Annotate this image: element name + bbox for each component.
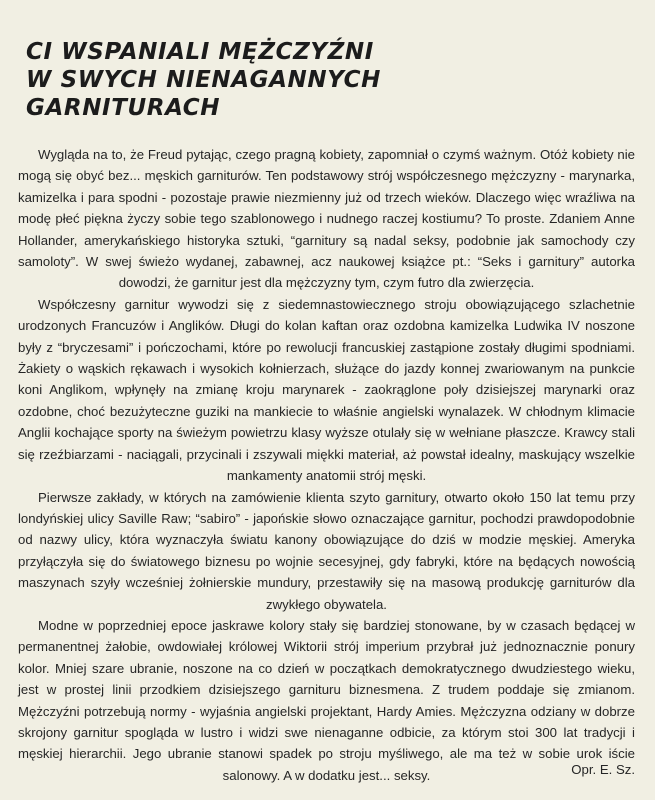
paragraph-3: Pierwsze zakłady, w których na zamówienie klienta szyto garnitury, otwarto około 150 lat temu przy londyńskiej ulicy Saville Raw; “sabiro” - japońskie słowo oznaczające garnitur, pochodzi prawdopodobnie od nazwy ulicy, która wyznaczyła światu kanony obowiązujące do dziś w modzie męskiej. Ameryka przyłączyła się do światowego biznesu po wojnie secesyjnej, gdy fabryki, które na będących nowością maszynach szyły wcześniej żołnierskie mundury, przestawiły się na masową produkcję garniturów dla zwykłego obywatela. — [18, 489, 635, 612]
author-signature: Opr. E. Sz. — [571, 762, 635, 777]
paragraph-2: Współczesny garnitur wywodzi się z siedemnastowiecznego stroju obowiązującego szlachetnie urodzonych Francuzów i Anglików. Długi do kolan kaftan oraz ozdobna kamizelka Ludwika IV noszone były z “bryczesami” i pończochami, które po rewolucji francuskiej zastąpione zostały długimi spodniami. Żakiety o wąskich rękawach i wysokich kołnierzach, służące do jazdy konnej zwariowanym na punkcie koni Anglikom, wpłynęły na zmianę kroju marynarek - zaokrąglone poły dzisiejszej marynarki oraz ozdobne, choć bezużyteczne guziki na mankiecie to właśnie angielski wynalazek. W chłodnym klimacie Anglii kochające sporty na świeżym powietrzu klasy wyższe otulały się w wełniane płaszcze. Krawcy stali się rzeźbiarzami - naciągali, przycinali i zszywali miękki materiał, aż powstał idealny, maskujący wszelkie mankamenty anatomii strój męski. — [18, 296, 635, 484]
title-line-2: W SWYCH NIENAGANNYCH — [26, 67, 381, 93]
article-title — [26, 38, 626, 122]
article-body — [18, 144, 635, 786]
paragraph-1: Wygląda na to, że Freud pytając, czego pragną kobiety, zapomniał o czymś ważnym. Otóż kobiety nie mogą się obyć bez... męskich garniturów. Ten podstawowy strój współczesnego mężczyzny - marynarka, kamizelka i para spodni - pozostaje prawie niezmienny już od trzech wieków. Dlaczego więc wraźliwa na modę płeć piękna życzy sobie tego szablonowego i nudnego raczej kostiumu? To proste. Zdaniem Anne Hollander, amerykańskiego historyka sztuki, “garnitury są nadal seksy, podobnie jak samochody czy samoloty”. W swej świeżo wydanej, zabawnej, acz naukowej książce pt.: “Seks i garnitury” autorka dowodzi, że garnitur jest dla mężczyzny tym, czym futro dla zwierzęcia. — [18, 147, 635, 291]
title-line-3: GARNITURACH — [26, 95, 221, 121]
paragraph-4: Modne w poprzedniej epoce jaskrawe kolory stały się bardziej stonowane, by w czasach będącej w permanentnej żałobie, owdowiałej królowej Wiktorii strój imperium przybrał już jednoznacznie ponury kolor. Mniej szare ubranie, noszone na co dzień w początkach demokratycznego dwudziestego wieku, jest w prostej linii przodkiem dzisiejszego garnituru biznesmena. Z trudem poddaje się zmianom. Mężczyźni potrzebują normy - wyjaśnia angielski projektant, Hardy Amies. Mężczyzna odziany w dobrze skrojony garnitur spogląda w lustro i widzi swe nienaganne odbicie, za którym stoi 300 lat tradycji i męskiej hierarchii. Jego ubranie stanowi spadek po stroju myśliwego, ale ma też w sobie urok iście salonowy. A w dodatku jest... seksy. — [18, 617, 635, 783]
title-line-1: CI WSPANIALI MĘŻCZYŹNI — [26, 39, 374, 65]
